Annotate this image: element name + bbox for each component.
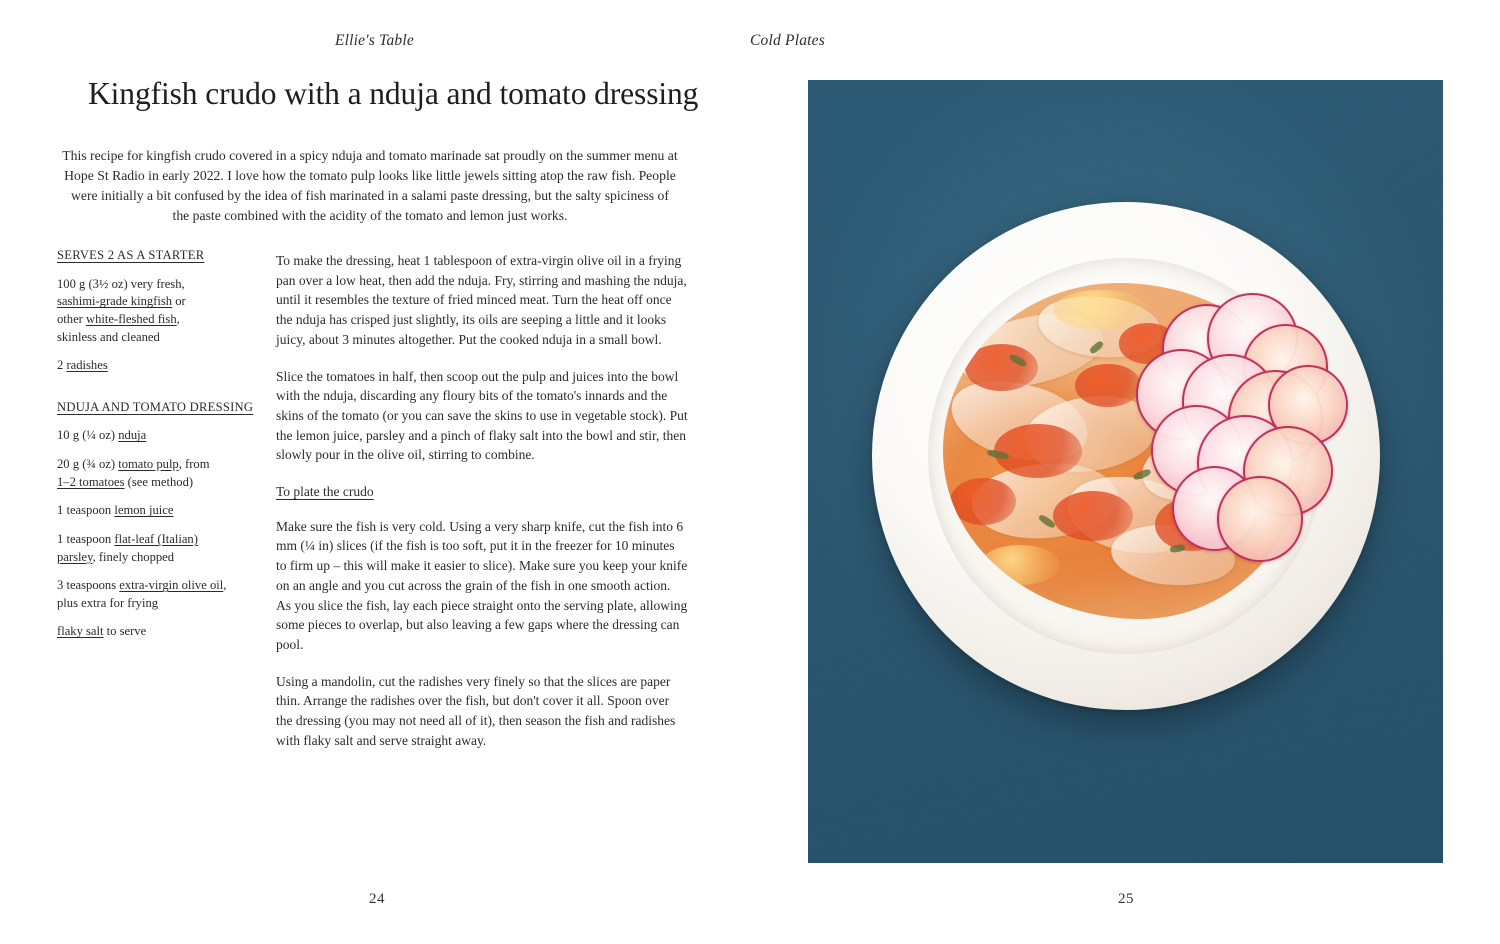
plate xyxy=(872,202,1380,710)
dressing-blob xyxy=(950,478,1016,525)
ingredient-item: 2 radishes xyxy=(57,358,108,373)
ingredients-column xyxy=(57,247,254,652)
page-right xyxy=(750,0,1500,944)
oil-sheen xyxy=(980,545,1060,585)
ingredient-item: flaky salt to serve xyxy=(57,624,147,639)
dressing-heading: NDUJA AND TOMATO DRESSING xyxy=(57,399,254,414)
page-title: Kingfish crudo with a nduja and tomato dressing xyxy=(88,76,699,111)
oil-sheen xyxy=(1053,290,1148,330)
dressing-blob xyxy=(1075,364,1141,408)
method-paragraph: Make sure the fish is very cold. Using a very sharp knife, cut the fish into 6 mm (¼ in) slices (if the fish is too soft, put it in the freezer for 10 minutes to firm up – this will make it easier to slice). Make sure you keep your knife on an angle and you cut across the grain of the fish in one smooth action. As you slice the fish, lay each piece straight onto the serving plate, allowing some pieces to overlap, but also leaving a few gaps where the dressing can pool. xyxy=(276,518,688,652)
ingredient-item: 3 teaspoons extra-virgin olive oil, plus extra for frying xyxy=(57,578,227,610)
method-subheading: To plate the crudo xyxy=(276,484,374,500)
method-column xyxy=(276,251,688,767)
method-paragraph: Using a mandolin, cut the radishes very finely so that the slices are paper thin. Arrange the radishes over the fish, but don't cover it all. Spoon over the dressing (you may not need all of it), then season the fish and radishes with flaky salt and serve straight away. xyxy=(276,673,676,748)
recipe-photograph xyxy=(808,80,1443,863)
ingredient-item: 10 g (¼ oz) nduja xyxy=(57,428,147,443)
page-number-right: 25 xyxy=(1118,891,1134,907)
serves-heading: SERVES 2 AS A STARTER xyxy=(57,248,205,262)
page-number-left: 24 xyxy=(369,891,385,907)
dressing-blob xyxy=(965,344,1038,391)
method-paragraph: Slice the tomatoes in half, then scoop out the pulp and juices into the bowl with the nduja, discarding any floury bits of the tomato's innards and the skins of the tomato (or you can save the skins to use in vegetable stock). Put the lemon juice, parsley and a pinch of flaky salt into the bowl and stir, then slowly pour in the olive oil, stirring to combine. xyxy=(276,368,688,463)
ingredient-item: 20 g (¾ oz) tomato pulp, from 1–2 tomatoes (see method) xyxy=(57,457,210,489)
radish-slice xyxy=(1217,476,1302,561)
ingredient-item: 1 teaspoon lemon juice xyxy=(57,503,174,518)
ingredient-item: 100 g (3½ oz) very fresh, sashimi-grade kingfish or other white-fleshed fish, skinless and cleaned xyxy=(57,276,186,344)
running-head-right: Cold Plates xyxy=(750,32,825,49)
ingredient-item: 1 teaspoon flat-leaf (Italian) parsley, finely chopped xyxy=(57,531,198,564)
method-paragraph: To make the dressing, heat 1 tablespoon of extra-virgin olive oil in a frying pan over a low heat, then add the nduja. Fry, stirring and mashing the nduja, until it resembles the texture of fried minced meat. Turn the heat off once the nduja has crisped just slightly, its oils are seeping a little and it looks juicy, about 3 minutes altogether. Put the cooked nduja in a small bowl. xyxy=(276,253,687,347)
running-head-left: Ellie's Table xyxy=(335,32,414,49)
recipe-intro: This recipe for kingfish crudo covered in a spicy nduja and tomato marinade sat proudly on the summer menu at Hope St Radio in early 2022. I love how the tomato pulp looks like little jewels sitting atop the raw fish. People were initially a bit confused by the idea of fish marinated in a salami paste dressing, but the salty spiciness of the paste combined with the acidity of the tomato and lemon just works. xyxy=(62,148,678,224)
dressing-blob xyxy=(994,424,1082,478)
